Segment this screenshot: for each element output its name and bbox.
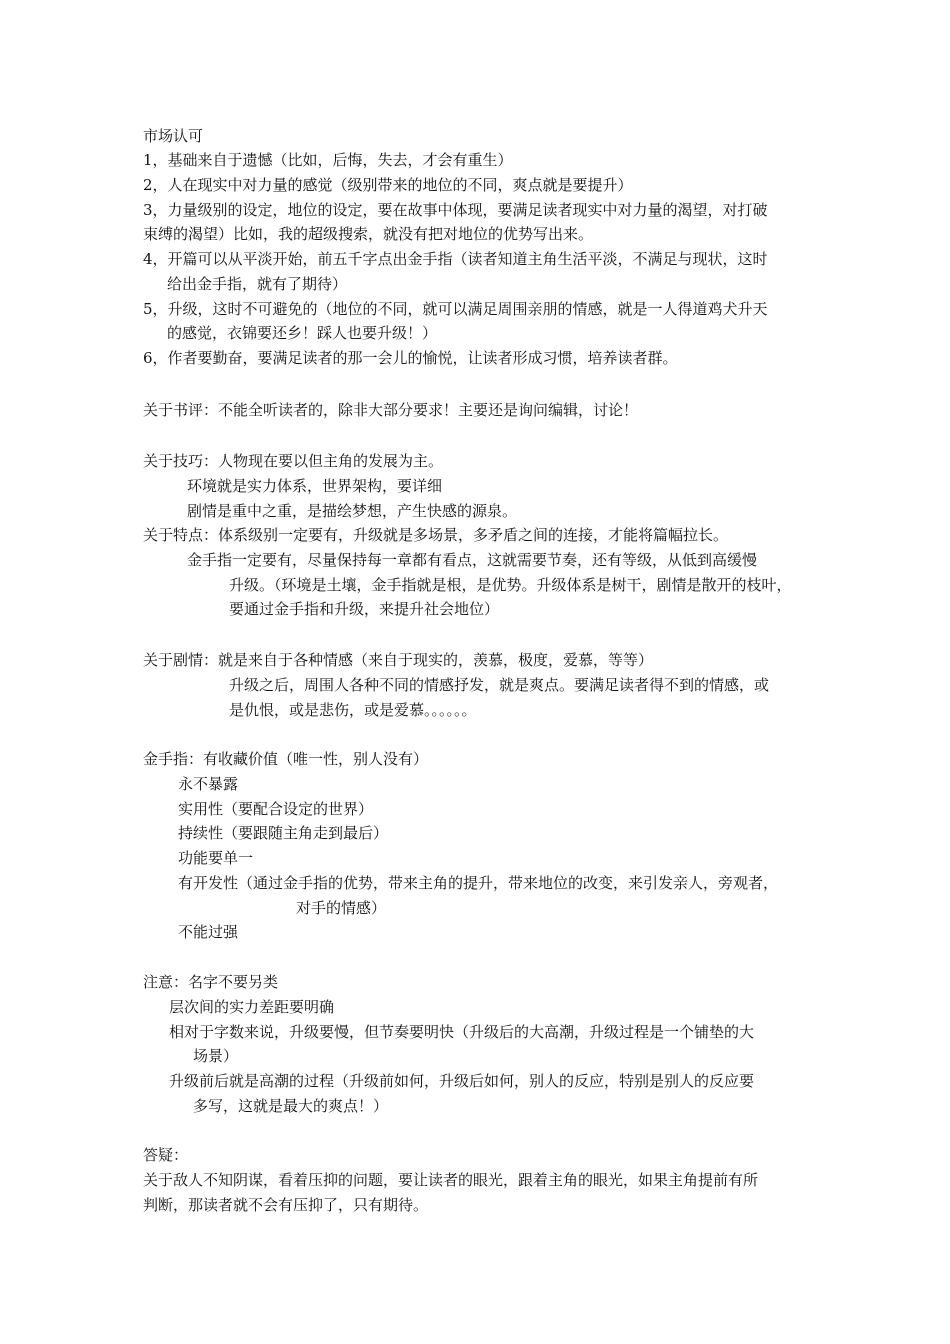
golden-finger-line-6: 有开发性（通过金手指的优势，带来主角的提升，带来地位的改变，来引发亲人，旁观者， — [178, 874, 779, 892]
market-item-3-line-2: 束缚的渴望）比如，我的超级搜索，就没有把对地位的优势写出来。 — [143, 225, 594, 243]
golden-finger-line-5: 功能要单一 — [178, 849, 254, 867]
notes-line-3: 相对于字数来说，升级要慢，但节奏要明快（升级后的大高潮，升级过程是一个铺垫的大 — [169, 1023, 755, 1041]
notes-line-2: 层次间的实力差距要明确 — [169, 998, 335, 1016]
golden-finger-line-2: 永不暴露 — [178, 775, 239, 793]
market-item-4-line-1: 4，开篇可以从平淡开始，前五千字点出金手指（读者知道主角生活平淡，不满足与现状，这时 — [143, 250, 768, 268]
notes-line-4: 场景） — [193, 1047, 239, 1065]
qa-line-1: 关于敌人不知阴谋，看着压抑的问题，要让读者的眼光，跟着主角的眼光，如果主角提前有所 — [143, 1171, 759, 1189]
technique-line-3: 剧情是重中之重，是描绘梦想，产生快感的源泉。 — [187, 502, 518, 520]
market-item-1: 1，基础来自于遗憾（比如，后悔，失去，才会有重生） — [143, 151, 513, 169]
market-item-5-line-2: 的感觉，衣锦要还乡！踩人也要升级！） — [167, 324, 438, 342]
market-heading: 市场认可 — [143, 127, 204, 145]
plot-line-3: 是仇恨，或是悲伤，或是爱慕。。。。。。 — [229, 701, 477, 719]
market-item-5-line-1: 5，升级，这时不可避免的（地位的不同，就可以满足周围亲朋的情感，就是一人得道鸡犬升天 — [143, 300, 768, 318]
features-line-1: 关于特点：体系级别一定要有，升级就是多场景，多矛盾之间的连接，才能将篇幅拉长。 — [143, 526, 729, 544]
golden-finger-line-7: 对手的情感） — [296, 899, 387, 917]
features-line-4: 要通过金手指和升级，来提升社会地位） — [229, 600, 500, 618]
golden-finger-line-8: 不能过强 — [178, 923, 239, 941]
notes-line-5: 升级前后就是高潮的过程（升级前如何，升级后如何，别人的反应，特别是别人的反应要 — [169, 1072, 755, 1090]
plot-line-2: 升级之后，周围人各种不同的情感抒发，就是爽点。要满足读者得不到的情感，或 — [229, 676, 770, 694]
qa-heading: 答疑： — [143, 1146, 189, 1164]
notes-line-1: 注意：名字不要另类 — [143, 973, 279, 991]
market-item-6: 6，作者要勤奋，要满足读者的那一会儿的愉悦，让读者形成习惯，培养读者群。 — [143, 349, 678, 367]
golden-finger-line-1: 金手指：有收藏价值（唯一性，别人没有） — [143, 750, 429, 768]
market-item-3-line-1: 3，力量级别的设定，地位的设定，要在故事中体现，要满足读者现实中对力量的渴望，对打破 — [143, 201, 768, 219]
technique-line-2: 环境就是实力体系，世界架构，要详细 — [187, 477, 443, 495]
golden-finger-line-3: 实用性（要配合设定的世界） — [178, 800, 374, 818]
qa-line-2: 判断，那读者就不会有压抑了，只有期待。 — [143, 1196, 429, 1214]
features-line-2: 金手指一定要有，尽量保持每一章都有看点，这就需要节奏，还有等级，从低到高缓慢 — [187, 551, 758, 569]
golden-finger-line-4: 持续性（要跟随主角走到最后） — [178, 824, 389, 842]
plot-line-1: 关于剧情：就是来自于各种情感（来自于现实的，羡慕，极度，爱慕，等等） — [143, 651, 654, 669]
notes-line-6: 多写，这就是最大的爽点！） — [193, 1097, 389, 1115]
features-line-3: 升级。（环境是土壤，金手指就是根，是优势。升级体系是树干，剧情是散开的枝叶， — [229, 576, 792, 594]
market-item-4-line-2: 给出金手指，就有了期待） — [167, 275, 348, 293]
market-item-2: 2，人在现实中对力量的感觉（级别带来的地位的不同，爽点就是要提升） — [143, 176, 633, 194]
review-line: 关于书评：不能全听读者的，除非大部分要求！主要还是询问编辑，讨论！ — [143, 401, 639, 419]
technique-line-1: 关于技巧：人物现在要以但主角的发展为主。 — [143, 452, 444, 470]
